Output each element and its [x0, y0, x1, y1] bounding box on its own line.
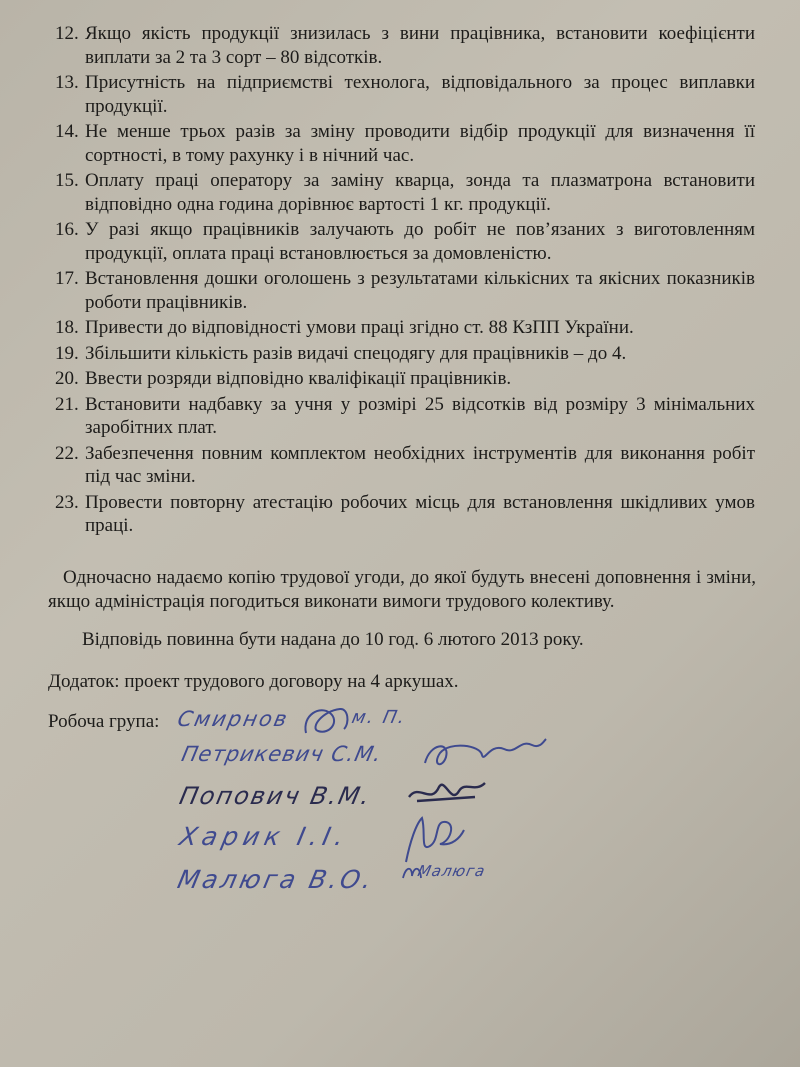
- item-text: У разі якщо працівників залучають до робіт не пов’язаних з виготовленням продукції, оплата праці встановлюється за домовленістю.: [85, 219, 755, 264]
- handwritten-name: Попович В.М.: [177, 782, 375, 810]
- item-number: 16.: [55, 219, 79, 240]
- list-item: [55, 120, 755, 167]
- item-text: Не менше трьох разів за зміну проводити відбір продукції для визначення її сортності, в тому рахунку і в нічний час.: [85, 121, 755, 166]
- item-number: 20.: [55, 368, 79, 389]
- signature-mark: [400, 862, 424, 882]
- signature-mark: [400, 812, 470, 867]
- working-group-label: Робоча група:: [48, 711, 160, 732]
- copy-paragraph: Одночасно надаємо копію трудової угоди, до якої будуть внесені доповнення і зміни, якщо адміністрація погодиться виконати вимоги трудового колективу.: [48, 567, 756, 612]
- attachment-paragraph: Додаток: проект трудового договору на 4 аркушах.: [48, 671, 459, 692]
- signature-mark: [405, 775, 490, 815]
- list-item: [55, 316, 755, 340]
- item-number: 13.: [55, 72, 79, 93]
- item-number: 18.: [55, 317, 79, 338]
- deadline-paragraph: Відповідь повинна бути надана до 10 год. 6 лютого 2013 року.: [82, 629, 584, 650]
- item-text: Збільшити кількість разів видачі спецодягу для працівників – до 4.: [85, 342, 627, 364]
- handwritten-name: Петрикевич С.М.: [179, 742, 385, 766]
- list-item: [55, 169, 755, 216]
- handwritten-name: Смирнов: [175, 707, 292, 731]
- item-text: Ввести розряди відповідно кваліфікації працівників.: [85, 368, 512, 389]
- list-item: [55, 367, 755, 391]
- demands-list: [55, 22, 755, 540]
- item-number: 21.: [55, 393, 79, 415]
- item-text: Провести повторну атестацію робочих місць для встановлення шкідливих умов праці.: [85, 491, 755, 536]
- item-number: 17.: [55, 268, 79, 289]
- list-item: [55, 342, 755, 366]
- item-number: 23.: [55, 491, 79, 513]
- signature-mark: [420, 735, 550, 775]
- list-item: [55, 71, 755, 118]
- handwritten-name: Харик І.І.: [176, 822, 352, 851]
- item-text: Якщо якість продукції знизилась з вини працівника, встановити коефіцієнти виплати за 2 та 3 сорт – 80 відсотків.: [85, 23, 755, 68]
- item-text: Забезпечення повним комплектом необхідних інструментів для виконання робіт під час зміни.: [85, 442, 755, 487]
- item-text: Оплату праці оператору за заміну кварца, зонда та плазматрона встановити відповідно одна година дорівнює вартості 1 кг. продукції.: [85, 170, 755, 215]
- list-item: [55, 267, 755, 314]
- item-number: 15.: [55, 170, 79, 191]
- list-item: [55, 218, 755, 265]
- item-number: 14.: [55, 121, 79, 142]
- list-item: [55, 442, 755, 489]
- list-item: [55, 491, 755, 538]
- item-number: 22.: [55, 442, 79, 464]
- item-text: Присутність на підприємстві технолога, відповідального за процес виплавки продукції.: [85, 72, 755, 117]
- item-text: Встановлення дошки оголошень з результатами кількісних та якісних показників роботи працівників.: [85, 268, 755, 313]
- list-item: [55, 22, 755, 69]
- list-item: [55, 393, 755, 440]
- item-number: 19.: [55, 342, 79, 364]
- item-text: Привести до відповідності умови праці згідно ст. 88 КзПП України.: [85, 317, 634, 338]
- item-number: 12.: [55, 23, 79, 44]
- signature-mark: [300, 703, 355, 739]
- handwritten-signature-text: Малюга: [416, 862, 488, 880]
- handwritten-name-suffix: м. П.: [349, 707, 409, 728]
- item-text: Встановити надбавку за учня у розмірі 25 відсотків від розміру 3 мінімальних заробітних плат.: [85, 393, 755, 438]
- handwritten-name: Малюга В.О.: [174, 865, 378, 894]
